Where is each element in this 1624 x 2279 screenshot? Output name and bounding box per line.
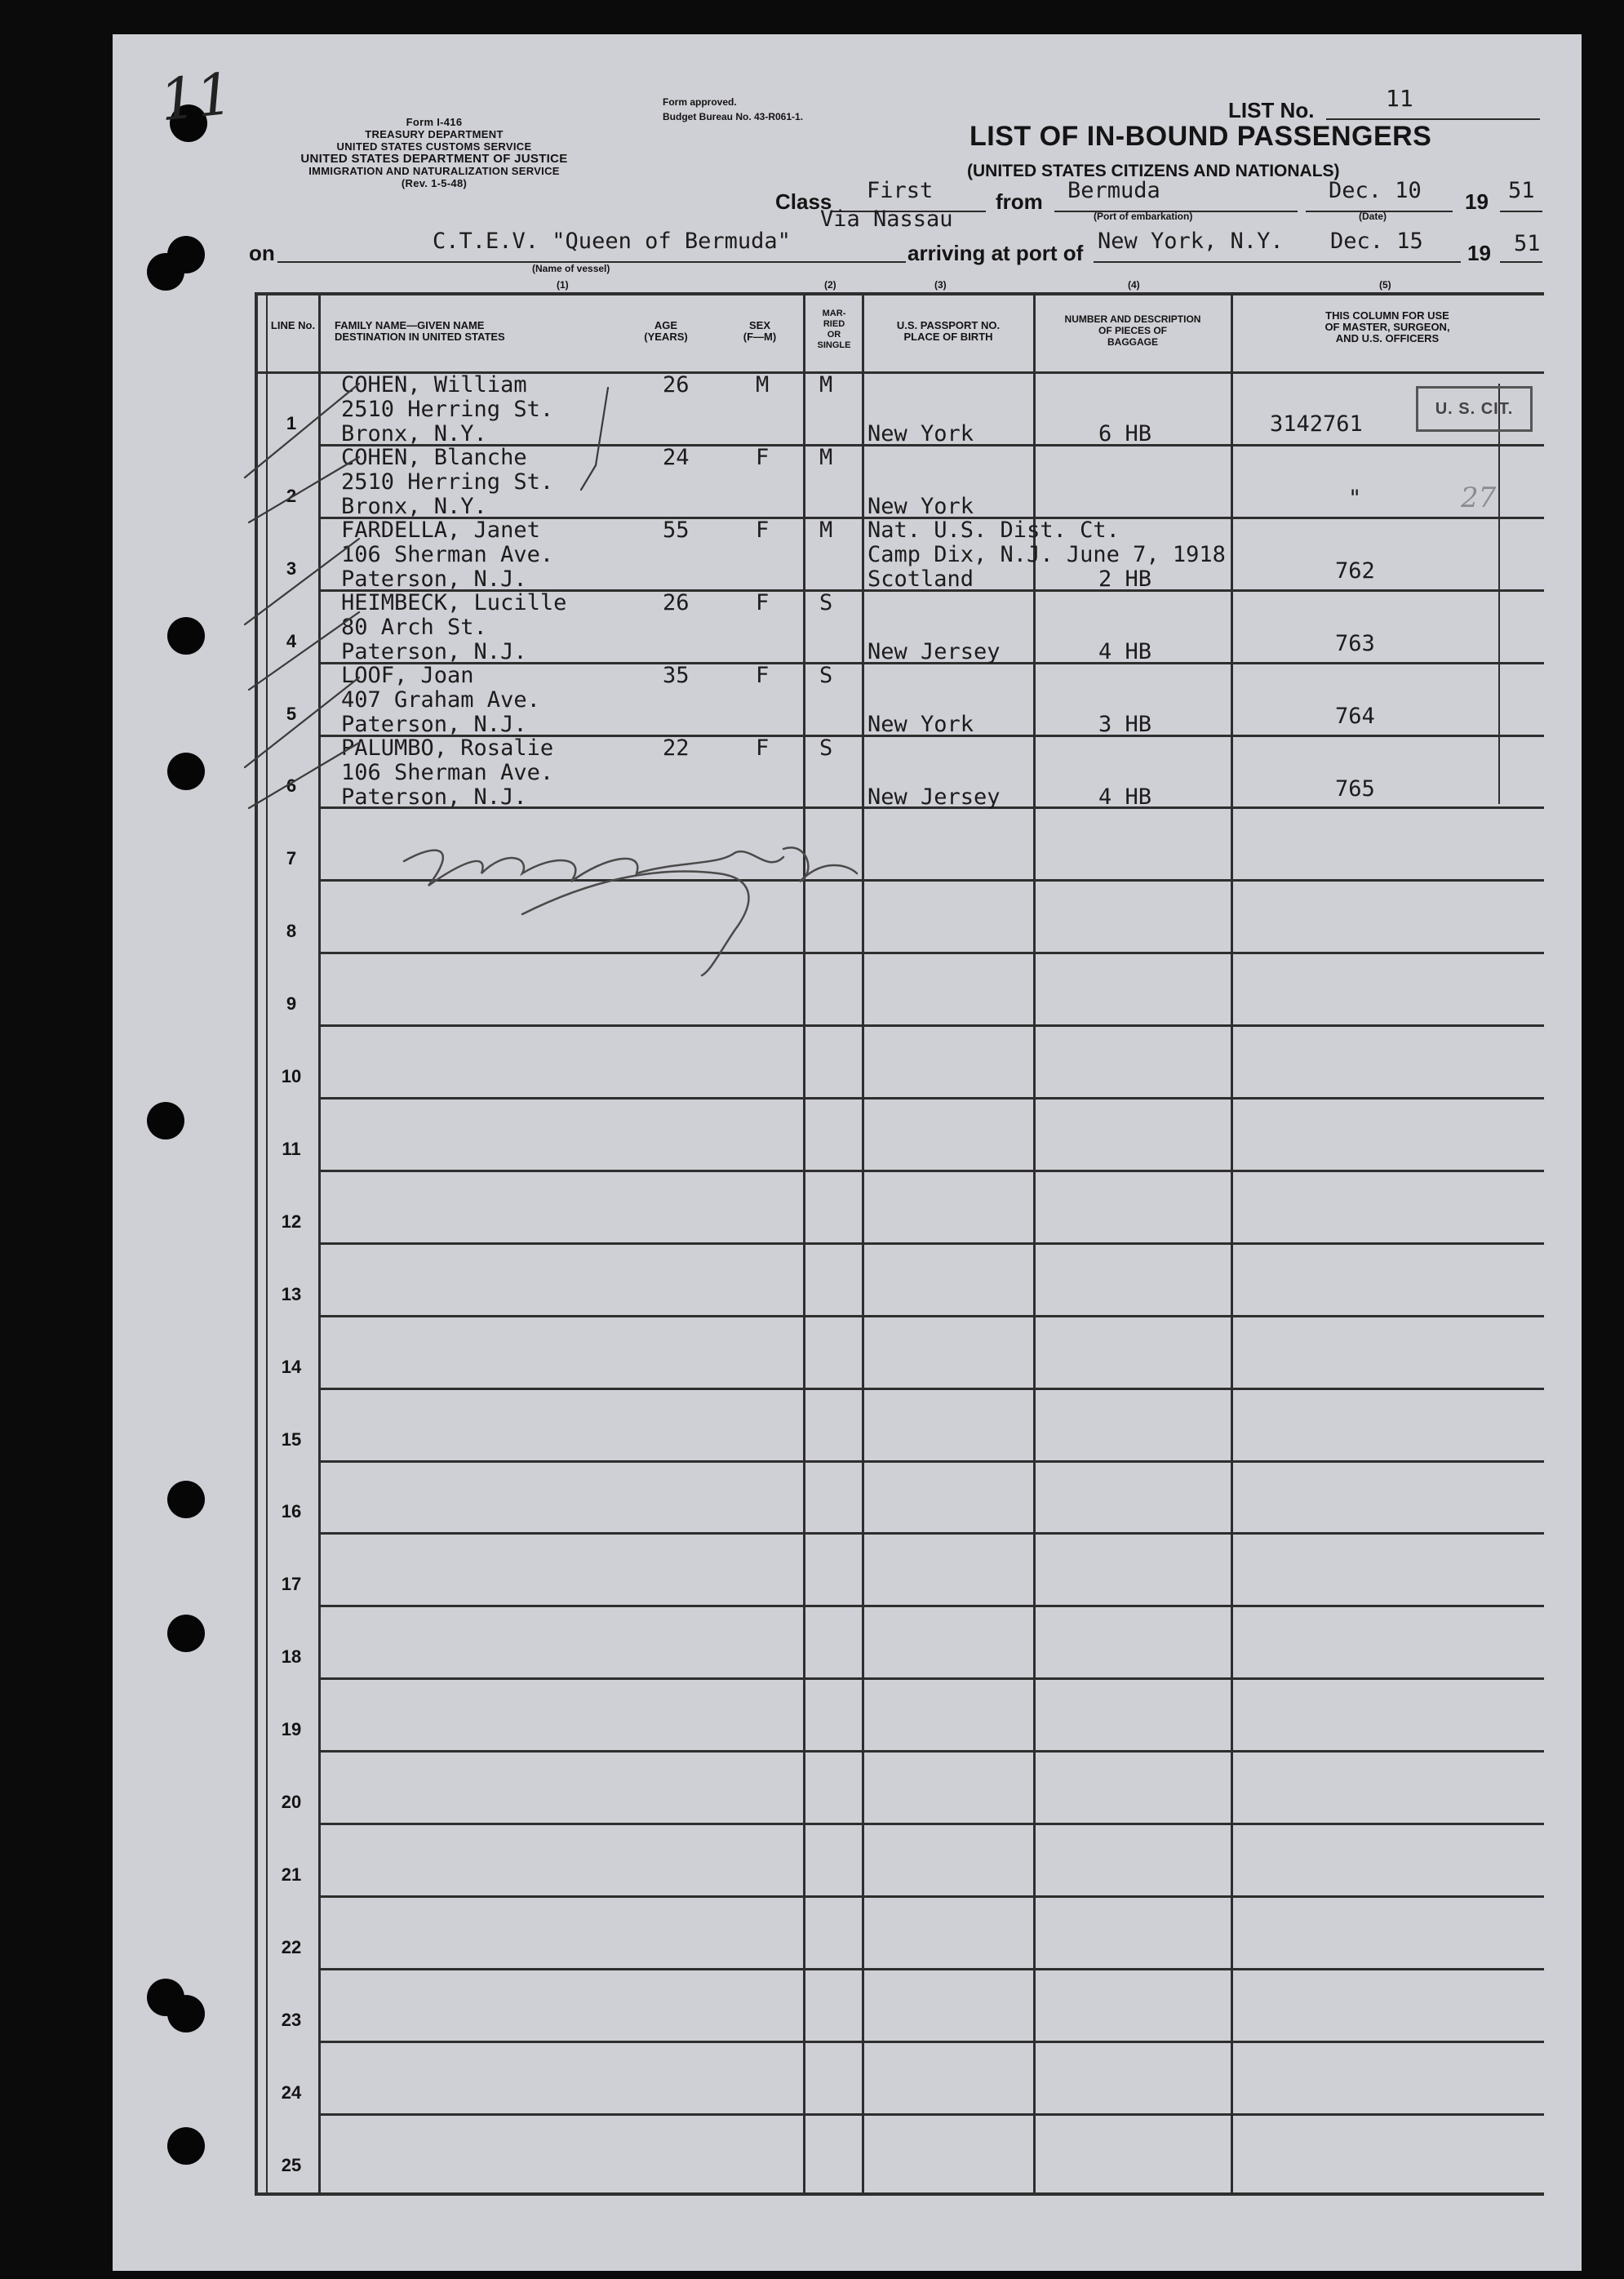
column-number-2: (2): [824, 279, 836, 291]
passenger-baggage: 2 HB: [1098, 566, 1152, 592]
list-number: 11: [1386, 85, 1413, 112]
passenger-place-of-birth: New York: [867, 421, 974, 446]
from-value: Bermuda: [1067, 178, 1160, 203]
passenger-sex: F: [756, 590, 770, 615]
passenger-name-address: FARDELLA, Janet 106 Sherman Ave. Paterson, N.J.: [341, 518, 554, 592]
budget-bureau: Budget Bureau No. 43-R061-1.: [663, 111, 804, 122]
departure-year-prefix: 19: [1465, 189, 1489, 214]
officer-notation: 764: [1335, 704, 1375, 729]
header-officers: THIS COLUMN FOR USE OF MASTER, SURGEON, AND U.S. OFFICERS: [1324, 309, 1450, 344]
class-label: Class: [775, 189, 832, 214]
passenger-baggage: 4 HB: [1098, 784, 1152, 810]
passenger-name-address: PALUMBO, Rosalie 106 Sherman Ave. Paterson, N.J.: [341, 735, 554, 810]
form-number: Form I-416: [406, 116, 463, 128]
passenger-sex: F: [756, 518, 770, 543]
passenger-place-of-birth: New Jersey: [867, 784, 1001, 810]
treasury-department: TREASURY DEPARTMENT: [365, 128, 504, 140]
line-number: 6: [286, 775, 297, 796]
passenger-baggage: 6 HB: [1098, 421, 1152, 446]
line-number: 25: [281, 2155, 302, 2175]
officer-notation: 3142761: [1270, 411, 1363, 437]
passenger-age: 35: [663, 663, 690, 688]
us-citizen-stamp: U. S. CIT.: [1416, 386, 1533, 432]
signature-stroke: [522, 871, 748, 975]
passenger-age: 22: [663, 735, 690, 761]
vessel-name: C.T.E.V. "Queen of Bermuda": [433, 229, 791, 254]
arrival-year-prefix: 19: [1467, 241, 1491, 265]
line-number: 11: [282, 1139, 301, 1159]
check-mark: [245, 384, 359, 478]
header-line-no: LINE No.: [270, 319, 316, 331]
passenger-name-address: COHEN, Blanche 2510 Herring St. Bronx, N.Y.: [341, 445, 554, 519]
line-number: 20: [281, 1792, 302, 1812]
ins-service: IMMIGRATION AND NATURALIZATION SERVICE: [308, 165, 560, 177]
passenger-sex: F: [756, 663, 770, 688]
arrival-year: 51: [1514, 231, 1541, 256]
check-mark: [249, 457, 359, 522]
header-passport: U.S. PASSPORT NO. PLACE OF BIRTH: [896, 319, 1001, 343]
header-family-name: FAMILY NAME—GIVEN NAME DESTINATION IN UNITED STATES: [335, 319, 505, 343]
line-number: 22: [281, 1937, 302, 1957]
class-value: First: [867, 178, 934, 203]
officer-notation: 762: [1335, 558, 1375, 584]
date-caption: (Date): [1359, 211, 1387, 222]
passenger-baggage: 3 HB: [1098, 712, 1152, 737]
officer-notation: 763: [1335, 631, 1375, 656]
passenger-married-status: S: [819, 663, 833, 688]
passenger-married-status: M: [819, 445, 833, 470]
customs-service: UNITED STATES CUSTOMS SERVICE: [336, 140, 532, 153]
arrival-date: Dec. 15: [1330, 229, 1423, 254]
passenger-place-of-birth: New York: [867, 494, 974, 519]
line-number: 14: [281, 1357, 302, 1377]
line-number: 19: [281, 1719, 302, 1739]
header-age: AGE (YEARS): [644, 319, 688, 343]
officer-notation: 765: [1335, 776, 1375, 802]
margin-note: 11: [156, 60, 237, 135]
arrival-port: New York, N.Y.: [1098, 229, 1284, 254]
passenger-place-of-birth: Nat. U.S. Dist. Ct. Camp Dix, N.J. June 7, 1918 Scotland: [867, 518, 1226, 592]
passenger-name-address: LOOF, Joan 407 Graham Ave. Paterson, N.J.: [341, 663, 540, 737]
line-number: 21: [281, 1864, 302, 1885]
passenger-place-of-birth: New York: [867, 712, 974, 737]
line-number: 23: [281, 2010, 302, 2030]
check-mark: [249, 743, 359, 808]
list-title: LIST OF IN-BOUND PASSENGERS: [970, 121, 1432, 152]
passenger-married-status: M: [819, 518, 833, 543]
form-approved: Form approved.: [663, 96, 737, 108]
pencil-note: 27: [1461, 482, 1497, 514]
list-subtitle: (UNITED STATES CITIZENS AND NATIONALS): [967, 162, 1340, 180]
column-number-5: (5): [1379, 279, 1391, 291]
check-mark: [245, 539, 359, 624]
signature-text: [0, 0, 6, 1]
check-mark: [596, 388, 608, 465]
column-number-1: (1): [557, 279, 569, 291]
list-number-label: LIST No.: [1228, 98, 1315, 122]
vessel-caption: (Name of vessel): [532, 263, 610, 274]
passenger-place-of-birth: New Jersey: [867, 639, 1001, 664]
line-number: 1: [286, 413, 297, 433]
line-number: 8: [286, 921, 297, 941]
arriving-label: arriving at port of: [907, 241, 1084, 265]
passenger-name-address: COHEN, William 2510 Herring St. Bronx, N.Y.: [341, 372, 554, 446]
column-number-4: (4): [1128, 279, 1140, 291]
passenger-sex: F: [756, 735, 770, 761]
passenger-age: 26: [663, 590, 690, 615]
passenger-age: 55: [663, 518, 690, 543]
line-number: 18: [281, 1646, 302, 1667]
passenger-sex: F: [756, 445, 770, 470]
passenger-baggage: 4 HB: [1098, 639, 1152, 664]
departure-year: 51: [1508, 178, 1535, 203]
header-married: MAR- RIED OR SINGLE: [817, 309, 851, 350]
department-of-justice: UNITED STATES DEPARTMENT OF JUSTICE: [300, 152, 568, 166]
line-number: 2: [286, 486, 297, 506]
officer-notation: ": [1348, 486, 1362, 511]
line-number: 16: [281, 1501, 302, 1522]
port-of-embarkation-caption: (Port of embarkation): [1094, 211, 1193, 222]
passenger-married-status: S: [819, 735, 833, 761]
passenger-married-status: S: [819, 590, 833, 615]
line-number: 24: [281, 2082, 302, 2103]
signature-stroke: [783, 847, 857, 882]
signature-stroke: [404, 851, 783, 886]
line-number: 13: [281, 1284, 302, 1304]
passenger-married-status: M: [819, 372, 833, 398]
line-number: 15: [281, 1429, 302, 1450]
header-baggage: NUMBER AND DESCRIPTION OF PIECES OF BAGGAGE: [1064, 313, 1201, 348]
passenger-name-address: HEIMBECK, Lucille 80 Arch St. Paterson, N.J.: [341, 590, 567, 664]
column-number-3: (3): [934, 279, 947, 291]
departure-date: Dec. 10: [1329, 178, 1422, 203]
check-mark: [581, 465, 596, 490]
line-number: 5: [286, 704, 297, 724]
line-number: 3: [286, 558, 297, 579]
header-sex: SEX (F—M): [743, 319, 777, 343]
passenger-age: 26: [663, 372, 690, 398]
on-label: on: [249, 241, 275, 265]
line-number: 9: [286, 993, 297, 1014]
check-mark: [249, 612, 359, 690]
from-label: from: [996, 189, 1043, 214]
line-number: 17: [281, 1574, 302, 1594]
line-number: 7: [286, 848, 297, 869]
line-number: 4: [286, 631, 297, 651]
passenger-age: 24: [663, 445, 690, 470]
line-number: 12: [281, 1211, 302, 1232]
line-number: 10: [281, 1066, 302, 1086]
passenger-sex: M: [756, 372, 770, 398]
revision: (Rev. 1-5-48): [401, 177, 468, 189]
class-note: Via Nassau: [820, 207, 953, 232]
